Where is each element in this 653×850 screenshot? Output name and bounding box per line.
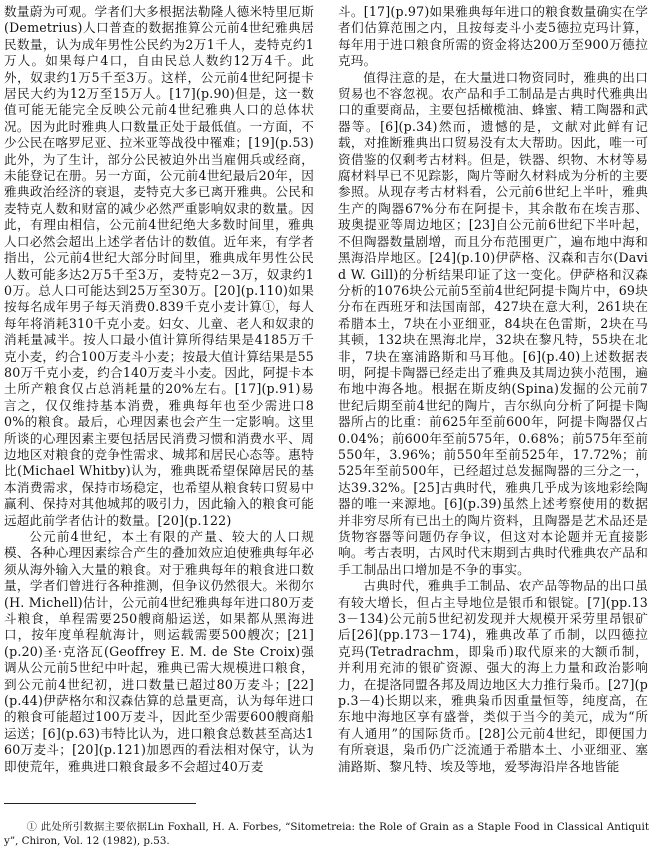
right-paragraph-3: 古典时代，雅典手工制品、农产品等物品的出口虽有较大增长，但占主导地位是银币和银锭。[7](pp.133－134)公元前5世纪初发现并大规模开采劳里昂银矿后[26](pp.173－174)，雅典改革了币制，以四德拉克玛(Tetradrachm，即枭币)取代原来的大额币制，并利用充沛的银矿资源、强大的海上力量和政治影响力，在提洛同盟各邦及周边地区大力推行枭币。[27](pp.3－4)长期以来，雅典枭币因重量恒等，纯度高，在东地中海地区享有盛誉，类似于当今的美元，成为“所有人通用”的国际货币。[28]公元前4世纪，即便国力有所衰退，枭币仍广泛流通于希腊本土、小亚细亚、塞浦路斯、黎凡特、埃及等地，爱琴海沿岸各地皆能 (338, 578, 648, 774)
right-column (338, 4, 648, 775)
left-paragraph-2: 公元前4世纪，本土有限的产量、较大的人口规模、各种心理因素综合产生的叠加效应迫使雅典每年必须从海外输入大量的粮食。对于雅典每年的粮食进口数量，学者们曾进行各种推测，但争议仍然很大。米彻尔(H. Michell)估计，公元前4世纪雅典每年进口80万麦斗粮食，单程需要250艘商船运送，如果都从黑海进口，按年度单程航海计，则运载需要500艘次；[21](p.20)圣·克洛瓦(Geoffrey E. M. de Ste Croix)强调从公元前5世纪中叶起，雅典已需大规模进口粮食，到公元前4世纪初，进口数量已超过80万麦斗；[22](p.44)伊萨格尔和汉森估算的总量更高，认为每年进口的粮食可能超过100万麦斗，因此至少需要600艘商船运送；[6](p.63)韦特比认为，进口粮食总数甚至高达160万麦斗；[20](p.121)加恩西的看法相对保守，认为即使荒年，雅典进口粮食最多不会超过40万麦 (4, 529, 314, 774)
right-paragraph-1: 斗。[17](p.97)如果雅典每年进口的粮食数量确实在学者们估算范围之内，且按每麦斗小麦5德拉克玛计算，每年用于进口粮食所需的资金将达200万至900万德拉克玛。 (338, 4, 648, 69)
right-paragraph-2: 值得注意的是，在大量进口物资同时，雅典的出口贸易也不容忽视。农产品和手工制品是古典时代雅典出口的重要商品，主要包括橄榄油、蜂蜜、精工陶器和武器等。[6](p.34)然而，遗憾的是，文献对此鲜有记载，对推断雅典出口贸易没有太大帮助。因此，唯一可资借鉴的仅剩考古材料。但是，铁器、织物、木材等易腐材料早已不见踪影，陶片等耐久材料成为分析的主要参照。从现存考古材料看，公元前6世纪上半叶，雅典生产的陶器67%分布在阿提卡，其余散布在埃吉那、玻奥提亚等周边地区；[23]自公元前6世纪下半叶起，不但陶器数量剧增，而且分布范围更广，遍布地中海和黑海沿岸地区。[24](p.10)伊萨格、汉森和吉尔(David W. Gill)的分析结果印证了这一变化。伊萨格和汉森分析的1076块公元前5至前4世纪阿提卡陶片中，69块分布在西班牙和法国南部，427块在意大利，261块在希腊本土，7块在小亚细亚，84块在色雷斯，2块在马其顿，132块在黑海北岸，32块在黎凡特，55块在北非，7块在塞浦路斯和马耳他。[6](p.40)上述数据表明，阿提卡陶器已经走出了雅典及其周边狭小范围，遍布地中海各地。根据在斯皮纳(Spina)发掘的公元前7世纪后期至前4世纪的陶片，吉尔纵向分析了阿提卡陶器所占的比重：前625年至前600年，阿提卡陶器仅占0.04%；前600年至前575年，0.68%；前575年至前550年，3.96%；前550年至前525年，17.72%；前525年至前500年，已经超过总发掘陶器的三分之一，达39.32%。[25]古典时代，雅典几乎成为该地彩绘陶器的唯一来源地。[6](p.39)虽然上述考察使用的数据并非穷尽所有已出土的陶片资料，且陶器是艺术品还是货物容器等问题仍存争议，但这对本论题并无直接影响。考古表明，古风时代末期到古典时代雅典农产品和手工制品出口增加是不争的事实。 (338, 69, 648, 577)
footnote: ① 此处所引数据主要依据Lin Foxhall, H. A. Forbes, “Sitometreia: the Role of Grain as a Staple Food in Classical Antiquity”, Chiron, Vol. 12 (1982), p.53. (4, 821, 649, 848)
footnote-divider (4, 803, 196, 804)
left-paragraph-1: 数量蔚为可观。学者们大多根据法勒隆人德米特里厄斯(Demetrius)人口普查的数据推算公元前4世纪雅典居民数量，认为成年男性公民约为2万1千人，麦特克约1万人。如果每户4口，自由民总人数约12万4千。此外，奴隶约1万5千至3万。这样，公元前4世纪阿提卡居民大约为12万至15万人。[17](p.90)但是，这一数值可能无能完全反映公元前4世纪雅典人口的总体状况。因为此时雅典人口数量正处于最低值。一方面，不少公民在喀罗尼亚、拉米亚等战役中罹难；[19](p.53)此外，为了生计，部分公民被迫外出当雇佣兵或经商，未能登记在册。另一方面，公元前4世纪最后20年，因雅典政治经济的衰退，麦特克大多已离开雅典。公民和麦特克人数和财富的减少必然严重影响奴隶的数量。因此，有理由相信，公元前4世纪绝大多数时间里，雅典人口必然会超出上述学者估计的数值。近年来，有学者指出，公元前4世纪大部分时间里，雅典成年男性公民人数可能多达2万5千至3万，麦特克2－3万，奴隶约10万。总人口可能达到25万至30万。[20](p.110)如果按每名成年男子每天消费0.839千克小麦计算①，每人每年将消耗310千克小麦。妇女、儿童、老人和奴隶的消耗量减半。按人口最小值计算所得结果是4185万千克小麦，约合100万麦斗小麦；按最大值计算结果是5580万千克小麦，约合140万麦斗小麦。因此，阿提卡本土所产粮食仅占总消耗量的20%左右。[17](p.91)易言之，仅仅维持基本消费，雅典每年也至少需进口80%的粮食。最后，心理因素也会产生一定影响。这里所谈的心理因素主要包括居民消费习惯和消费水平、周边地区对粮食的竞争性需求、城邦和居民心态等。惠特比(Michael Whitby)认为，雅典既希望保障居民的基本消费需求，保持市场稳定，也希望从粮食转口贸易中赢利、保持对其他城邦的吸引力，因此输入的粮食可能远超此前学者估计的数量。[20](p.122) (4, 4, 314, 528)
left-column (4, 4, 314, 775)
